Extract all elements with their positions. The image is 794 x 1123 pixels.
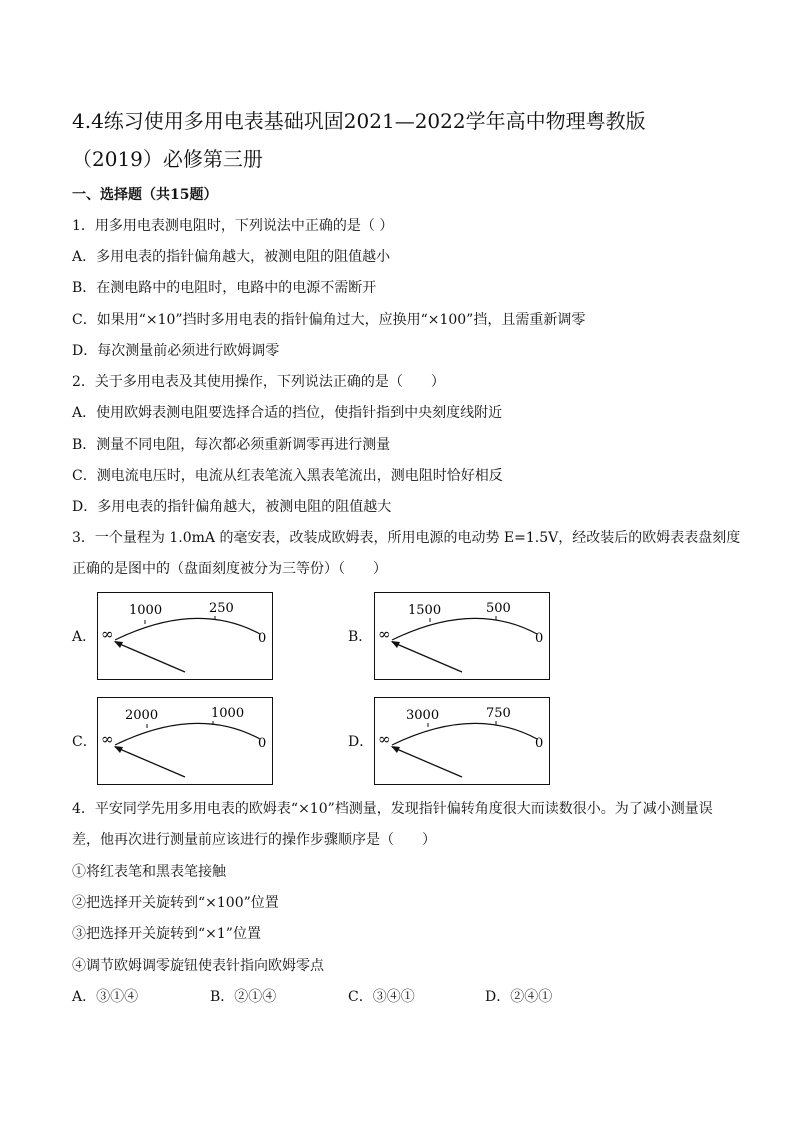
meter-a-infinity: ∞ bbox=[101, 625, 114, 643]
q1-option-a: A．多用电表的指针偏角越大，被测电阻的阻值越小 bbox=[72, 249, 391, 265]
q1-option-d: D．每次测量前必须进行欧姆调零 bbox=[72, 343, 280, 359]
meter-a-label: A． bbox=[72, 629, 97, 645]
q4-stem-line-1: 4．平安同学先用多用电表的欧姆表“×10”档测量，发现指针偏转角度很大而读数很小。为了减小测量误 bbox=[72, 801, 713, 817]
q4-step-3: ③把选择开关旋转到“×1”位置 bbox=[72, 926, 261, 942]
meter-b-label: B． bbox=[348, 629, 373, 645]
q1-option-c: C．如果用“×10”挡时多用电表的指针偏角过大，应换用“×100”挡，且需重新调零 bbox=[72, 312, 586, 328]
q2-option-b: B．测量不同电阻，每次都必须重新调零再进行测量 bbox=[72, 437, 391, 453]
meter-c-dial bbox=[97, 697, 273, 785]
meter-c-label: C． bbox=[72, 734, 97, 750]
meter-c-mark-1: 2000 bbox=[125, 708, 159, 723]
meter-c-mark-2: 1000 bbox=[211, 706, 245, 721]
meter-c-zero: 0 bbox=[258, 736, 267, 751]
meter-a-dial bbox=[97, 592, 273, 680]
q3-stem-line-1: 3．一个量程为 1.0mA 的毫安表，改装成欧姆表，所用电源的电动势 E=1.5V，经改装后的欧姆表表盘刻度 bbox=[72, 530, 741, 546]
meter-b bbox=[374, 592, 550, 680]
meter-c-needle bbox=[115, 747, 185, 777]
q2-option-c: C．测电流电压时，电流从红表笔流入黑表笔流出，测电阻时恰好相反 bbox=[72, 468, 503, 484]
meter-c-infinity: ∞ bbox=[101, 730, 114, 748]
meter-b-zero: 0 bbox=[535, 631, 544, 646]
q4-step-1: ①将红表笔和黑表笔接触 bbox=[72, 864, 226, 880]
q2-option-a: A．使用欧姆表测电阻要选择合适的挡位，使指针指到中央刻度线附近 bbox=[72, 405, 503, 421]
meter-b-mark-2: 500 bbox=[486, 601, 511, 616]
meter-b-infinity: ∞ bbox=[378, 625, 391, 643]
title-line-2: （2019）必修第三册 bbox=[72, 147, 263, 171]
meter-d-label: D． bbox=[348, 734, 374, 750]
q4-choice-d: D．②④① bbox=[485, 989, 553, 1005]
meter-a-mark-2: 250 bbox=[209, 601, 234, 616]
title-line-1: 4.4练习使用多用电表基础巩固2021—2022学年高中物理粤教版 bbox=[72, 109, 646, 133]
q4-choice-a: A．③①④ bbox=[72, 989, 139, 1005]
meter-c bbox=[97, 697, 273, 785]
section-heading: 一、选择题（共15题） bbox=[72, 187, 218, 203]
q4-choice-c: C．③④① bbox=[348, 989, 415, 1005]
q3-stem-line-2: 正确的是图中的（盘面刻度被分为三等份）（ ） bbox=[72, 561, 387, 577]
meter-a-mark-1: 1000 bbox=[129, 603, 163, 618]
meter-d-needle bbox=[392, 747, 462, 777]
meter-a-zero: 0 bbox=[258, 631, 267, 646]
meter-a bbox=[97, 592, 273, 680]
meter-d-mark-2: 750 bbox=[486, 706, 511, 721]
q4-choice-b: B．②①④ bbox=[210, 989, 277, 1005]
meter-d bbox=[374, 697, 550, 785]
q4-step-2: ②把选择开关旋转到“×100”位置 bbox=[72, 895, 279, 911]
meter-a-needle bbox=[115, 642, 185, 672]
meter-b-dial bbox=[374, 592, 550, 680]
q4-step-4: ④调节欧姆调零旋钮使表针指向欧姆零点 bbox=[72, 958, 324, 974]
meter-b-needle bbox=[392, 642, 462, 672]
q1-option-b: B．在测电路中的电阻时，电路中的电源不需断开 bbox=[72, 280, 377, 296]
meter-b-mark-1: 1500 bbox=[408, 603, 442, 618]
q1-stem: 1．用多用电表测电阻时，下列说法中正确的是（ ） bbox=[72, 218, 394, 234]
q2-stem: 2．关于多用电表及其使用操作，下列说法正确的是（ ） bbox=[72, 374, 445, 390]
q4-stem-line-2: 差，他再次进行测量前应该进行的操作步骤顺序是（ ） bbox=[72, 832, 436, 848]
document-title bbox=[72, 102, 732, 178]
q2-option-d: D．多用电表的指针偏角越大，被测电阻的阻值越大 bbox=[72, 499, 392, 515]
meter-d-mark-1: 3000 bbox=[406, 708, 440, 723]
meter-d-zero: 0 bbox=[535, 736, 544, 751]
meter-d-dial bbox=[374, 697, 550, 785]
meter-d-infinity: ∞ bbox=[378, 730, 391, 748]
